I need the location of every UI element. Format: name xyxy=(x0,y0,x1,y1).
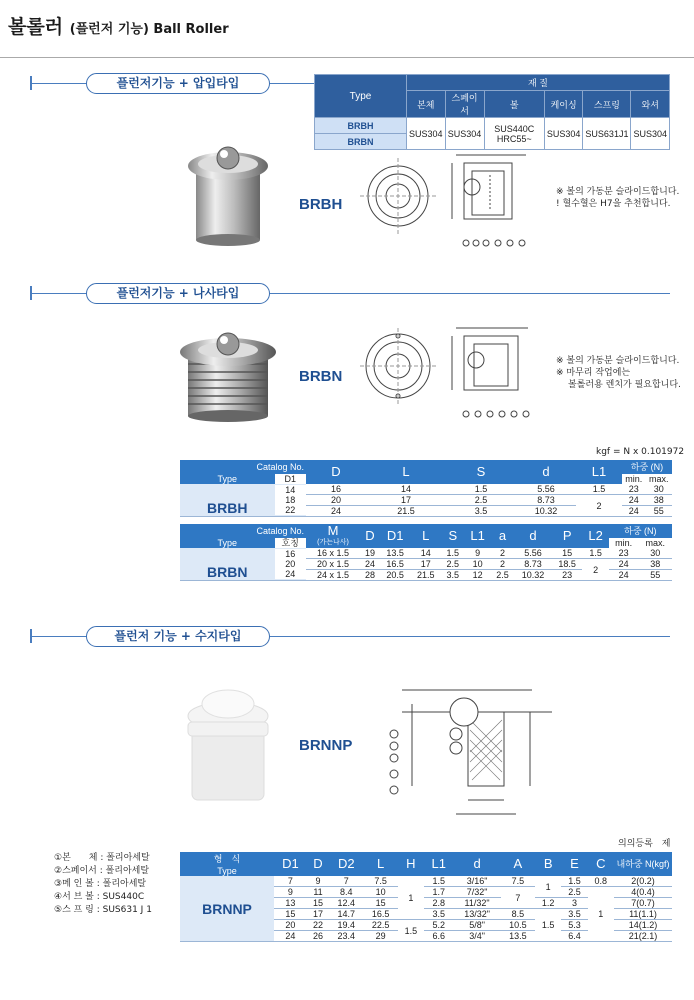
header-cell: 형 식 xyxy=(180,852,274,866)
header-cell: P xyxy=(552,524,583,548)
cell: 10.32 xyxy=(514,570,552,581)
brnnp-section-drawing xyxy=(382,674,562,824)
cell: 17 xyxy=(366,495,446,506)
cell: 15 xyxy=(307,898,329,909)
cell: 23 xyxy=(622,484,646,495)
cell: 28 xyxy=(360,570,380,581)
d1-values xyxy=(275,485,307,515)
cell: 4(0.4) xyxy=(614,887,672,898)
cell: 1.5 xyxy=(576,484,622,495)
cell: 1.2 xyxy=(535,898,561,909)
header-cell: L xyxy=(363,852,397,876)
header-cell: a xyxy=(491,524,514,548)
header-cell: max. xyxy=(646,474,672,484)
title-main: 볼롤러 xyxy=(8,16,64,38)
note-line: ! 혈수혈은 H7을 추천합니다. xyxy=(556,199,671,209)
cell: 55 xyxy=(646,506,672,517)
title-sub: (플런저 기능) Ball Roller xyxy=(69,22,229,37)
header-cell: L1 xyxy=(576,460,622,484)
cell: 15 xyxy=(363,898,397,909)
cell: 3.5 xyxy=(441,570,464,581)
cell: 7 xyxy=(274,876,307,887)
header-cell: C xyxy=(588,852,614,876)
header-cell: L1 xyxy=(465,524,491,548)
cell: 16.5 xyxy=(380,559,411,570)
cell: 22 xyxy=(285,505,296,515)
material-table xyxy=(314,74,670,150)
cell: 16 xyxy=(285,549,296,559)
brbh-name: BRBH xyxy=(299,196,343,213)
cell: 16 xyxy=(306,484,366,495)
header-cell: B xyxy=(535,852,561,876)
material-col: 와셔 xyxy=(631,91,670,118)
cell: 1.5 xyxy=(441,548,464,559)
brbh-notes xyxy=(556,186,679,210)
header-cell: (가는나사) xyxy=(306,538,360,548)
material-item: ④서 브 볼 : SUS440C xyxy=(54,892,145,902)
cell: 38 xyxy=(639,559,672,570)
brbh-section-drawing xyxy=(446,145,546,250)
material-value: SUS304 xyxy=(445,118,484,150)
cell: 21.5 xyxy=(410,570,441,581)
header-cell: H xyxy=(398,852,424,876)
material-col: 볼 xyxy=(484,91,544,118)
note-line: ※ 볼의 가동분 슬라이드합니다. xyxy=(556,187,680,197)
header-cell: D1 xyxy=(274,852,307,876)
material-col: 스페이서 xyxy=(445,91,484,118)
cell: 2 xyxy=(576,495,622,517)
header-cell: L xyxy=(410,524,441,548)
section-label-resin: 플런저 기능 + 수지타입 xyxy=(86,626,270,647)
header-cell: Catalog No. xyxy=(180,524,306,538)
section-label-screw: 플런저기능 + 나사타입 xyxy=(86,283,270,304)
cell: 1.5 xyxy=(446,484,516,495)
cell: 15 xyxy=(552,548,583,559)
cell: 21.5 xyxy=(366,506,446,517)
header-cell: Catalog No. xyxy=(180,460,306,474)
cell: 24 xyxy=(622,506,646,517)
cell: 12 xyxy=(465,570,491,581)
page-title xyxy=(8,12,229,39)
cell: 10 xyxy=(363,887,397,898)
type-cell xyxy=(180,548,306,581)
cell: 19.4 xyxy=(329,920,363,931)
cell: 2.5 xyxy=(491,570,514,581)
note-line: ※ 마무리 작업에는 xyxy=(556,368,631,378)
brnnp-material-list xyxy=(54,852,152,917)
cell: 22 xyxy=(307,920,329,931)
material-col: 본체 xyxy=(407,91,446,118)
brbn-section-drawing xyxy=(446,316,546,421)
cell: 3 xyxy=(561,898,587,909)
brbn-spec-table xyxy=(180,524,672,581)
material-type-header: Type xyxy=(315,75,407,118)
cell: 7 xyxy=(501,887,535,909)
brnnp-spec-table xyxy=(180,852,672,942)
note-line: 볼롤러용 렌치가 필요합니다. xyxy=(568,380,681,390)
cell: 11(1.1) xyxy=(614,909,672,920)
brbn-name: BRBN xyxy=(299,368,343,385)
cell: 8.73 xyxy=(516,495,576,506)
header-cell: M xyxy=(306,524,360,538)
cell: 2 xyxy=(491,548,514,559)
cell: 2(0.2) xyxy=(614,876,672,887)
material-value: SUS304 xyxy=(407,118,446,150)
type-name: BRBN xyxy=(207,564,248,580)
cell: 1.5 xyxy=(424,876,453,887)
cell: 22.5 xyxy=(363,920,397,931)
header-d1: D1 xyxy=(275,474,307,484)
cell: 20.5 xyxy=(380,570,411,581)
cell: 1 xyxy=(535,876,561,898)
material-item: ①본 체 : 폴리아세탈 xyxy=(54,853,150,863)
header-code: 호칭 xyxy=(275,538,307,548)
cell: 29 xyxy=(363,931,397,942)
cell: 8.73 xyxy=(514,559,552,570)
cell: 26 xyxy=(307,931,329,942)
cell: 2.5 xyxy=(561,887,587,898)
cell: 16.5 xyxy=(363,909,397,920)
header-cell: D xyxy=(307,852,329,876)
unit-note: kgf = N x 0.101972 xyxy=(596,447,685,457)
header-cell: D xyxy=(306,460,366,484)
header-cell: min. xyxy=(622,474,646,484)
header-cell: min. xyxy=(609,538,639,548)
cell: 11 xyxy=(307,887,329,898)
cell: 2 xyxy=(491,559,514,570)
header-cell: 하중 (N) xyxy=(609,524,672,538)
material-item: ②스페이서 : 폴리아세탈 xyxy=(54,866,150,876)
cell: 2.8 xyxy=(424,898,453,909)
cell: 13.5 xyxy=(501,931,535,942)
cell: 23 xyxy=(552,570,583,581)
material-value: SUS631J1 xyxy=(583,118,631,150)
type-name: BRNNP xyxy=(180,876,274,942)
header-cell: Type xyxy=(180,866,274,876)
cell: 14(1.2) xyxy=(614,920,672,931)
material-value: SUS440C HRC55~ xyxy=(484,118,544,150)
cell: 11/32" xyxy=(453,898,500,909)
material-item: ⑤스 프 링 : SUS631 J 1 xyxy=(54,905,152,915)
header-cell: d xyxy=(514,524,552,548)
header-cell: S xyxy=(441,524,464,548)
cell: 19 xyxy=(360,548,380,559)
cell: 30 xyxy=(639,548,672,559)
cell: 13.5 xyxy=(380,548,411,559)
cell: 13 xyxy=(274,898,307,909)
cell: 30 xyxy=(646,484,672,495)
material-type: BRBN xyxy=(315,134,407,150)
material-value: SUS304 xyxy=(544,118,583,150)
cell: 1 xyxy=(588,887,614,942)
cell: 5/8" xyxy=(453,920,500,931)
header-cell: E xyxy=(561,852,587,876)
cell: 24 xyxy=(609,559,639,570)
cell: 13/32" xyxy=(453,909,500,920)
header-cell: 하중 (N) xyxy=(622,460,672,474)
header-cell: D1 xyxy=(380,524,411,548)
cell: 17 xyxy=(307,909,329,920)
brbn-notes xyxy=(556,355,681,391)
brnnp-name: BRNNP xyxy=(299,737,353,754)
brbh-product-image xyxy=(178,138,278,248)
header-cell: d xyxy=(516,460,576,484)
cell: 23 xyxy=(609,548,639,559)
header-rule xyxy=(0,57,694,58)
cell: 38 xyxy=(646,495,672,506)
cell: 2 xyxy=(582,559,608,581)
note-line: ※ 볼의 가동분 슬라이드합니다. xyxy=(556,356,680,366)
cell: 6.6 xyxy=(424,931,453,942)
cell: 7 xyxy=(329,876,363,887)
cell: 20 xyxy=(306,495,366,506)
cell: 20 xyxy=(285,559,296,569)
cell: 9 xyxy=(274,887,307,898)
cell: 5.56 xyxy=(516,484,576,495)
header-cell: S xyxy=(446,460,516,484)
cell: 14.7 xyxy=(329,909,363,920)
cell: 3.5 xyxy=(561,909,587,920)
cell: 5.56 xyxy=(514,548,552,559)
header-cell: D xyxy=(360,524,380,548)
material-col: 스프링 xyxy=(583,91,631,118)
header-cell: D2 xyxy=(329,852,363,876)
cell: 5.3 xyxy=(561,920,587,931)
cell: 3/4" xyxy=(453,931,500,942)
cell: 2.5 xyxy=(446,495,516,506)
cell: 5.2 xyxy=(424,920,453,931)
cell: 7/32" xyxy=(453,887,500,898)
cell: 2.5 xyxy=(441,559,464,570)
cell: 18 xyxy=(285,495,296,505)
cell: 18.5 xyxy=(552,559,583,570)
cell: 24 xyxy=(274,931,307,942)
cell: 1.7 xyxy=(424,887,453,898)
cell: 7.5 xyxy=(363,876,397,887)
section-label-press-fit: 플런저기능 + 압입타입 xyxy=(86,73,270,94)
header-cell: max. xyxy=(639,538,672,548)
material-header: 재 질 xyxy=(407,75,670,91)
code-values xyxy=(275,549,307,579)
cell: 1 xyxy=(398,876,424,920)
brbh-spec-table xyxy=(180,460,672,517)
material-value: SUS304 xyxy=(631,118,670,150)
cell: 12.4 xyxy=(329,898,363,909)
cell: 21(2.1) xyxy=(614,931,672,942)
header-cell: L xyxy=(366,460,446,484)
cell: 7.5 xyxy=(501,876,535,887)
header-cell: 내하중 N(kgf) xyxy=(614,852,672,876)
header-cell xyxy=(180,538,306,548)
design-note: 의의등록 제 xyxy=(618,839,671,849)
header-cell: d xyxy=(453,852,500,876)
cell: 20 x 1.5 xyxy=(306,559,360,570)
cell: 9 xyxy=(465,548,491,559)
cell: 24 xyxy=(306,506,366,517)
header-cell: L1 xyxy=(424,852,453,876)
cell: 23.4 xyxy=(329,931,363,942)
header-cell xyxy=(180,474,306,484)
type-cell xyxy=(180,484,306,517)
cell: 7(0.7) xyxy=(614,898,672,909)
cell: 3.5 xyxy=(424,909,453,920)
cell: 1.5 xyxy=(398,920,424,942)
cell: 3/16" xyxy=(453,876,500,887)
header-cell: L2 xyxy=(582,524,608,548)
cell: 0.8 xyxy=(588,876,614,887)
brbn-front-drawing xyxy=(358,326,440,408)
cell: 6.4 xyxy=(561,931,587,942)
material-col: 케이싱 xyxy=(544,91,583,118)
cell: 14 xyxy=(285,485,296,495)
cell: 10.32 xyxy=(516,506,576,517)
material-type: BRBH xyxy=(315,118,407,134)
cell: 24 xyxy=(622,495,646,506)
brbh-front-drawing xyxy=(358,156,440,238)
brnnp-product-image xyxy=(178,686,278,810)
cell: 24 xyxy=(360,559,380,570)
cell: 20 xyxy=(274,920,307,931)
cell: 24 xyxy=(609,570,639,581)
cell: 1.5 xyxy=(582,548,608,559)
brbn-product-image xyxy=(174,320,284,425)
cell: 3.5 xyxy=(446,506,516,517)
cell: 10.5 xyxy=(501,920,535,931)
cell: 16 x 1.5 xyxy=(306,548,360,559)
cell: 55 xyxy=(639,570,672,581)
header-cell: A xyxy=(501,852,535,876)
cell: 1.5 xyxy=(561,876,587,887)
header-type: Type xyxy=(217,474,237,484)
cell: 14 xyxy=(410,548,441,559)
cell: 24 x 1.5 xyxy=(306,570,360,581)
header-type: Type xyxy=(217,538,237,548)
material-item: ③메 인 볼 : 폴리아세탈 xyxy=(54,879,147,889)
cell: 8.5 xyxy=(501,909,535,920)
cell: 9 xyxy=(307,876,329,887)
cell: 14 xyxy=(366,484,446,495)
cell: 15 xyxy=(274,909,307,920)
cell: 1.5 xyxy=(535,909,561,942)
cell: 10 xyxy=(465,559,491,570)
cell: 8.4 xyxy=(329,887,363,898)
type-name: BRBH xyxy=(207,500,248,516)
cell: 24 xyxy=(285,569,296,579)
cell: 17 xyxy=(410,559,441,570)
